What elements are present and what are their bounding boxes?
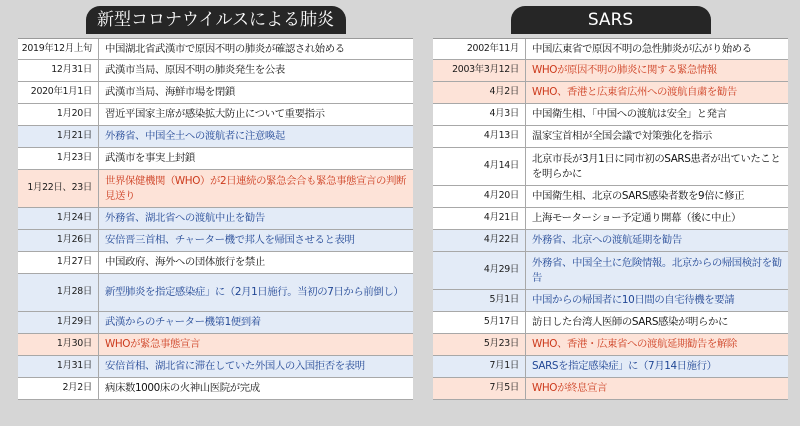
covid-row (18, 252, 413, 274)
row-date: 1月24日 (56, 212, 92, 224)
row-event: 世界保健機関（WHO）が2日連続の緊急会合も緊急事態宣言の判断見送り (98, 170, 413, 207)
row-event: WHOが原因不明の肺炎に関する緊急情報 (525, 60, 788, 81)
sars-row (433, 82, 788, 104)
sars-title: SARS (511, 6, 711, 34)
row-event: 外務省、北京への渡航延期を勧告 (525, 230, 788, 251)
sars-row (433, 60, 788, 82)
row-date: 2003年3月12日 (452, 64, 519, 76)
sars-rows (433, 38, 788, 400)
row-date: 7月5日 (489, 382, 519, 394)
row-date: 5月1日 (489, 294, 519, 306)
row-event: WHO、香港・広東省への渡航延期勧告を解除 (525, 334, 788, 355)
covid-row (18, 104, 413, 126)
row-date: 12月31日 (51, 64, 92, 76)
covid-title: 新型コロナウイルスによる肺炎 (86, 6, 346, 34)
covid-panel (18, 6, 413, 400)
row-event: 中国衛生相、北京のSARS感染者数を9倍に修正 (525, 186, 788, 207)
row-date: 2019年12月上旬 (21, 42, 92, 54)
sars-row (433, 290, 788, 312)
row-date: 1月23日 (56, 152, 92, 164)
row-date: 1月27日 (56, 256, 92, 268)
row-event: WHO、香港と広東省広州への渡航自粛を勧告 (525, 82, 788, 103)
row-event: 武漢市当局、海鮮市場を閉鎖 (98, 82, 413, 103)
row-date: 1月28日 (56, 286, 92, 298)
row-event: WHOが緊急事態宣言 (98, 334, 413, 355)
covid-row (18, 378, 413, 400)
row-event: 武漢市を事実上封鎖 (98, 148, 413, 169)
sars-row (433, 104, 788, 126)
row-event: 外務省、中国全土に危険情報。北京からの帰国検討を勧告 (525, 252, 788, 289)
row-event: 外務省、中国全土への渡航者に注意喚起 (98, 126, 413, 147)
row-date: 7月1日 (489, 360, 519, 372)
row-event: 中国広東省で原因不明の急性肺炎が広がり始める (525, 39, 788, 59)
row-date: 4月21日 (483, 212, 519, 224)
row-date: 1月21日 (56, 130, 92, 142)
row-event: WHOが終息宣言 (525, 378, 788, 399)
covid-row (18, 274, 413, 312)
row-date: 2020年1月1日 (30, 86, 92, 98)
covid-row (18, 230, 413, 252)
row-date: 4月13日 (483, 130, 519, 142)
row-date: 1月22日、23日 (27, 182, 92, 194)
row-event: 中国湖北省武漢市で原因不明の肺炎が確認され始める (98, 39, 413, 59)
row-event: 北京市長が3月1日に同市初のSARS患者が出ていたことを明らかに (525, 148, 788, 185)
row-event: 中国政府、海外への団体旅行を禁止 (98, 252, 413, 273)
row-date: 1月31日 (56, 360, 92, 372)
sars-row (433, 334, 788, 356)
row-date: 5月23日 (483, 338, 519, 350)
row-event: 外務省、湖北省への渡航中止を勧告 (98, 208, 413, 229)
sars-row (433, 186, 788, 208)
row-date: 1月20日 (56, 108, 92, 120)
row-date: 4月29日 (483, 264, 519, 276)
row-event: 中国衛生相、「中国への渡航は安全」と発言 (525, 104, 788, 125)
row-event: 中国からの帰国者に10日間の自宅待機を要請 (525, 290, 788, 311)
row-date: 4月3日 (489, 108, 519, 120)
covid-row (18, 148, 413, 170)
row-event: 温家宝首相が全国会議で対策強化を指示 (525, 126, 788, 147)
row-date: 4月14日 (483, 160, 519, 172)
sars-row (433, 230, 788, 252)
row-event: SARSを指定感染症」に（7月14日施行） (525, 356, 788, 377)
row-event: 武漢市当局、原因不明の肺炎発生を公表 (98, 60, 413, 81)
row-date: 1月30日 (56, 338, 92, 350)
row-event: 訪日した台湾人医師のSARS感染が明らかに (525, 312, 788, 333)
row-date: 4月22日 (483, 234, 519, 246)
row-event: 病床数1000床の火神山医院が完成 (98, 378, 413, 399)
covid-row (18, 208, 413, 230)
row-event: 武漢からのチャーター機第1便到着 (98, 312, 413, 333)
row-event: 安倍首相、湖北省に滞在していた外国人の入国拒否を表明 (98, 356, 413, 377)
covid-row (18, 334, 413, 356)
row-date: 4月2日 (489, 86, 519, 98)
row-date: 5月17日 (483, 316, 519, 328)
row-date: 4月20日 (483, 190, 519, 202)
sars-row (433, 312, 788, 334)
sars-row (433, 208, 788, 230)
sars-row (433, 252, 788, 290)
row-date: 2002年11月 (466, 42, 519, 54)
row-date: 1月26日 (56, 234, 92, 246)
covid-row (18, 356, 413, 378)
row-date: 2月2日 (62, 382, 92, 394)
covid-rows (18, 38, 413, 400)
sars-row (433, 378, 788, 400)
covid-row (18, 126, 413, 148)
covid-row (18, 60, 413, 82)
row-date: 1月29日 (56, 316, 92, 328)
sars-row (433, 148, 788, 186)
row-event: 上海モーターショー予定通り開幕（後に中止） (525, 208, 788, 229)
sars-row (433, 39, 788, 60)
sars-row (433, 356, 788, 378)
sars-panel (433, 6, 788, 400)
sars-row (433, 126, 788, 148)
row-event: 新型肺炎を指定感染症」に（2月1日施行。当初の7日から前倒し） (98, 274, 413, 311)
covid-row (18, 82, 413, 104)
row-event: 習近平国家主席が感染拡大防止について重要指示 (98, 104, 413, 125)
covid-row (18, 312, 413, 334)
covid-row (18, 170, 413, 208)
covid-row (18, 39, 413, 60)
row-event: 安倍晋三首相、チャーター機で邦人を帰国させると表明 (98, 230, 413, 251)
